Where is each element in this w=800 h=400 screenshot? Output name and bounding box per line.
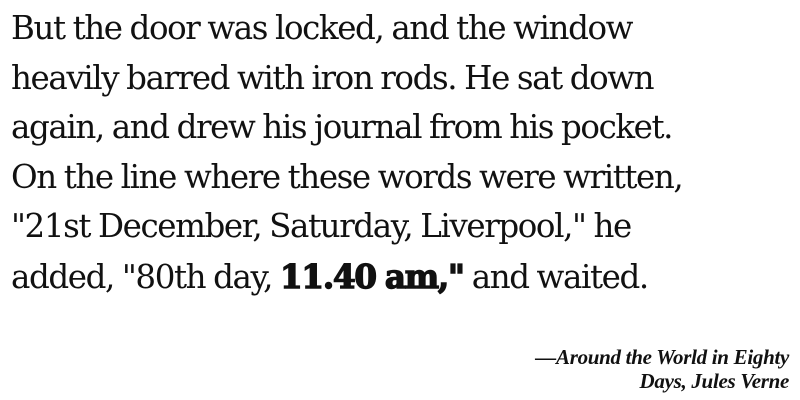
attribution xyxy=(369,345,789,393)
quote-last-line xyxy=(11,252,796,303)
attribution-line: —Around the World in Eighty xyxy=(535,345,789,369)
quote-line: heavily barred with iron rods. He sat down xyxy=(11,58,654,97)
quote-emphasis: 11.40 am," xyxy=(280,256,464,296)
quote-line: But the door was locked, and the window xyxy=(11,9,633,47)
quote-line: "21st December, Saturday, Liverpool," he xyxy=(11,207,631,245)
quote-line: On the line where these words were written, xyxy=(11,157,683,196)
quote-last-line-start: added, "80th day, xyxy=(11,257,280,296)
quote-last-line-end: and waited. xyxy=(463,257,648,296)
attribution-line: Days, Jules Verne xyxy=(639,369,789,393)
quote-passage xyxy=(11,4,796,302)
quote-line: again, and drew his journal from his pocket. xyxy=(11,108,673,146)
